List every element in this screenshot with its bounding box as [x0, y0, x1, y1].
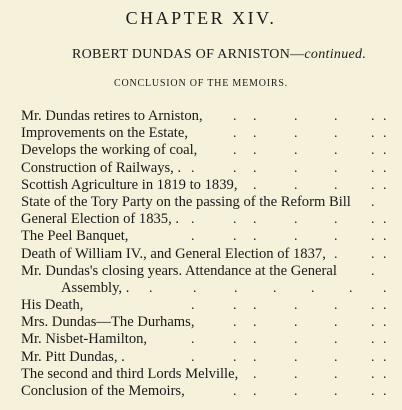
leader-dot: .	[294, 349, 298, 365]
leader-dot: .	[371, 246, 375, 262]
leader-dot: .	[234, 280, 238, 296]
toc-entry	[21, 142, 391, 159]
leader-dot: .	[371, 298, 375, 314]
leader-dot: .	[371, 384, 375, 399]
leader-dot: .	[383, 212, 387, 228]
section-heading: CONCLUSION OF THE MEMOIRS.	[114, 78, 288, 89]
leader-dot: .	[191, 349, 195, 365]
leader-dot: .	[371, 109, 375, 124]
leader-dot: .	[253, 229, 257, 245]
leader-dot: .	[294, 143, 298, 159]
leader-dot: .	[334, 229, 338, 245]
subtitle-main: ROBERT DUNDAS OF ARNISTON—	[72, 47, 305, 62]
toc-entry	[21, 108, 391, 125]
leader-dot: .	[253, 126, 257, 142]
leader-dot: .	[191, 298, 195, 314]
leader-dot: .	[191, 229, 195, 245]
toc-entry	[21, 160, 391, 177]
leader-dot: .	[294, 332, 298, 348]
leader-dot: .	[334, 366, 338, 382]
toc-entry	[21, 383, 391, 400]
leader-dot: .	[334, 349, 338, 365]
toc-entry	[21, 297, 391, 314]
leader-dot: .	[334, 384, 338, 399]
leader-dot: .	[193, 280, 197, 296]
toc-entry-text: His Death,	[21, 297, 84, 314]
leader-dot: .	[334, 332, 338, 348]
leader-dot: .	[233, 315, 237, 331]
toc-entry-text: Conclusion of the Memoirs,	[21, 383, 185, 399]
leader-dot: .	[294, 315, 298, 331]
leader-dot: .	[253, 109, 257, 124]
leader-dot: .	[253, 212, 257, 228]
leader-dot: .	[149, 280, 153, 296]
leader-dot: .	[371, 160, 375, 176]
leader-dot: .	[383, 315, 387, 331]
leader-dot: .	[253, 384, 257, 399]
leader-dot: .	[233, 349, 237, 365]
leader-dot: .	[371, 177, 375, 193]
toc-entry-text: State of the Tory Party on the passing of the Reform Bill	[21, 193, 351, 210]
leader-dot: .	[383, 109, 387, 124]
leader-dot: .	[371, 143, 375, 159]
leader-dot: .	[191, 160, 195, 176]
leader-dot: .	[311, 280, 315, 296]
leader-dot: .	[383, 298, 387, 314]
leader-dot: .	[233, 109, 237, 124]
leader-dot: .	[233, 160, 237, 176]
toc-entry-text: Assembly, .	[61, 279, 130, 296]
toc-entry-text: Mr. Dundas retires to Arniston,	[21, 108, 203, 124]
leader-dot: .	[294, 160, 298, 176]
toc-entry-text: Develops the working of coal,	[21, 142, 198, 159]
toc-entry-text: The second and third Lords Melville,	[21, 365, 239, 382]
leader-dot: .	[383, 366, 387, 382]
leader-dot: .	[383, 229, 387, 245]
leader-dot: .	[334, 246, 338, 262]
leader-dot: .	[253, 298, 257, 314]
toc-entry-text: Scottish Agriculture in 1819 to 1839,	[21, 176, 238, 193]
leader-dot: .	[383, 143, 387, 159]
toc-entry	[21, 228, 391, 245]
leader-dot: .	[253, 366, 257, 382]
leader-dot: .	[294, 109, 298, 124]
toc-entry-text: Mrs. Dundas—The Durhams,	[21, 314, 195, 331]
toc-entry-text: General Election of 1835, .	[21, 211, 180, 228]
toc-entry-text: Mr. Dundas's closing years. Attendance at the General	[21, 262, 337, 279]
toc-entry-text: Mr. Nisbet-Hamilton,	[21, 331, 148, 348]
subtitle-continued: continued.	[304, 47, 367, 62]
toc-entry	[21, 331, 391, 348]
leader-dot: .	[191, 332, 195, 348]
leader-dot: .	[383, 177, 387, 193]
leader-dot: .	[383, 349, 387, 365]
leader-dot: .	[233, 332, 237, 348]
leader-dot: .	[371, 366, 375, 382]
leader-dot: .	[334, 126, 338, 142]
leader-dot: .	[371, 229, 375, 245]
leader-dot: .	[233, 143, 237, 159]
leader-dot: .	[273, 280, 277, 296]
leader-dot: .	[334, 177, 338, 193]
leader-dot: .	[253, 143, 257, 159]
leader-dot: .	[383, 384, 387, 399]
leader-dot: .	[233, 229, 237, 245]
leader-dot: .	[371, 349, 375, 365]
leader-dot: .	[371, 126, 375, 142]
toc-entry-text: Improvements on the Estate,	[21, 125, 188, 142]
leader-dot: .	[371, 315, 375, 331]
leader-dot: .	[253, 315, 257, 331]
toc-entry	[21, 314, 391, 331]
toc-entry	[21, 263, 391, 280]
leader-dot: .	[334, 315, 338, 331]
leader-dot: .	[334, 212, 338, 228]
leader-dot: .	[233, 126, 237, 142]
leader-dot: .	[294, 384, 298, 399]
leader-dot: .	[383, 280, 387, 296]
toc-entry	[21, 194, 391, 211]
leader-dot: .	[294, 298, 298, 314]
leader-dot: .	[294, 177, 298, 193]
toc-entry-text: The Peel Banquet,	[21, 228, 129, 245]
toc-entry	[21, 349, 391, 366]
leader-dot: .	[294, 126, 298, 142]
leader-dot: .	[253, 160, 257, 176]
chapter-heading: CHAPTER XIV.	[125, 8, 277, 28]
toc-entry-text: Mr. Pitt Dundas, .	[21, 348, 125, 365]
leader-dot: .	[233, 384, 237, 399]
leader-dot: .	[383, 126, 387, 142]
toc-entry	[21, 211, 391, 228]
toc-entry-text: Construction of Railways, .	[21, 159, 182, 176]
leader-dot: .	[233, 298, 237, 314]
leader-dot: .	[371, 263, 375, 279]
leader-dot: .	[253, 177, 257, 193]
leader-dot: .	[371, 212, 375, 228]
toc-entry	[21, 246, 391, 263]
leader-dot: .	[371, 194, 375, 210]
leader-dot: .	[253, 332, 257, 348]
leader-dot: .	[233, 212, 237, 228]
leader-dot: .	[383, 160, 387, 176]
chapter-subtitle	[72, 47, 366, 63]
leader-dot: .	[294, 212, 298, 228]
leader-dot: .	[334, 143, 338, 159]
toc-entry	[21, 125, 391, 142]
leader-dot: .	[253, 349, 257, 365]
toc-entry	[21, 366, 391, 383]
contents-list	[21, 108, 391, 400]
toc-entry-text: Death of William IV., and General Election of 1837,	[21, 245, 326, 262]
leader-dot: .	[383, 332, 387, 348]
leader-dot: .	[191, 212, 195, 228]
leader-dot: .	[294, 366, 298, 382]
leader-dot: .	[334, 160, 338, 176]
leader-dot: .	[334, 109, 338, 124]
leader-dot: .	[371, 332, 375, 348]
leader-dot: .	[349, 280, 353, 296]
toc-entry	[21, 177, 391, 194]
leader-dot: .	[383, 246, 387, 262]
toc-entry	[21, 280, 391, 297]
leader-dot: .	[334, 298, 338, 314]
leader-dot: .	[294, 229, 298, 245]
